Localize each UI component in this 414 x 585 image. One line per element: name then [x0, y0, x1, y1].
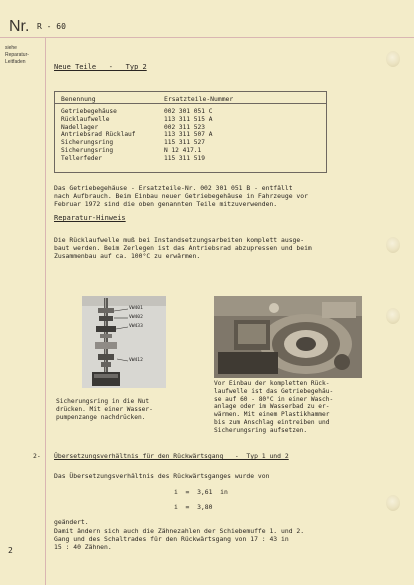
header-nr-label: Nr.: [9, 18, 30, 35]
table-header-rule: [55, 103, 326, 104]
margin-rule: [45, 37, 46, 585]
table-cell-number: 113 311 507 A: [164, 131, 213, 139]
page-number: 2: [8, 546, 13, 555]
photo-shaft-illustration: [82, 296, 166, 388]
table-cell-number: 115 311 527: [164, 139, 205, 147]
caption-circlip: Sicherungsring in die Nut drücken. Mit einer Wasser- pumpenzange nachdrücken.: [56, 398, 153, 421]
table-cell-number: 002 311 523: [164, 123, 205, 131]
table-cell-name: Sicherungsring: [61, 146, 114, 154]
ratio-intro: Das Übersetzungsverhältnis des Rückwärtsganges wurde von: [54, 472, 270, 480]
tool-label: VW401: [129, 306, 143, 311]
table-cell-name: Tellerfeder: [61, 154, 102, 162]
header-rule: [0, 37, 414, 38]
table-cell-name: Nadellager: [61, 123, 99, 131]
photo-gearbox-housing: [214, 296, 362, 378]
section-title-repair: Reparatur-Hinweis: [54, 214, 126, 222]
table-cell-number: 115 311 519: [164, 154, 205, 162]
table-header-number: Ersatzteile-Nummer: [164, 95, 234, 103]
punch-hole-lower: [386, 308, 400, 324]
table-header-name: Benennung: [61, 95, 96, 103]
margin-note: siehe Reparatur- Leitfaden: [5, 45, 29, 65]
table-cell-name: Antriebsrad Rücklauf: [61, 131, 136, 139]
table-col-names: [61, 108, 136, 163]
paragraph-gearbox-note: Das Getriebegehäuse - Ersatzteile-Nr. 002 301 051 B - entfällt nach Aufbrauch. Beim Einbau neuer Getriebegehäuse in Fahrzeuge vor Februar 1972 sind die oben genannten Teile mitzuverwenden.: [54, 184, 308, 208]
tool-label: VW412: [129, 358, 143, 363]
section-title-ratio: Übersetzungsverhältnis für den Rückwärtsgang - Typ 1 und 2: [54, 452, 289, 460]
table-cell-number: 113 311 515 A: [164, 115, 213, 123]
paragraph-teeth: Damit ändern sich auch die Zähnezahlen der Schiebemuffe 1. und 2. Gang und des Schaltrades für den Rückwärtsgang von 17 : 43 in 15 : 40 Zähnen.: [54, 527, 305, 551]
ratio-new: i = 3,80: [174, 503, 213, 511]
section-title-new-parts: Neue Teile - Typ 2: [54, 63, 147, 71]
parts-table: [54, 91, 327, 173]
photo-shaft-tools: [82, 296, 166, 388]
table-cell-name: Rücklaufwelle: [61, 115, 110, 123]
section-marker: 2-: [33, 452, 41, 460]
bulletin-code: R - 60: [37, 22, 66, 31]
tool-label: VW402: [129, 315, 143, 320]
punch-hole-bottom: [386, 495, 400, 511]
table-cell-number: 002 301 051 C: [164, 108, 213, 115]
ratio-old: i = 3,61 in: [174, 488, 228, 496]
punch-hole-middle: [386, 237, 400, 253]
tool-label: VW433: [129, 324, 143, 329]
table-cell-name: Getriebegehäuse: [61, 108, 117, 115]
table-col-numbers: [164, 108, 212, 163]
punch-hole-top: [386, 51, 400, 67]
caption-housing: Vor Einbau der kompletten Rück- laufwelle ist das Getriebegehäu- se auf 60 - 80°C in einer Wasch- anlage oder im Wasserbad zu er- wärmen. Mit einem Plastikhammer bis zum Anschlag eintreiben und Sicherungsring aufsetzen.: [214, 380, 334, 434]
table-cell-name: Sicherungsring: [61, 139, 114, 147]
table-cell-number: N 12 417.1: [164, 146, 202, 154]
photo-gearbox-illustration: [214, 296, 362, 378]
paragraph-repair: Die Rücklaufwelle muß bei Instandsetzungsarbeiten komplett ausge- baut werden. Beim Zerlegen ist das Antriebsrad abzupressen und beim Zusammenbau auf ca. 100°C zu erwärmen.: [54, 236, 312, 260]
ratio-changed: geändert.: [54, 518, 89, 526]
